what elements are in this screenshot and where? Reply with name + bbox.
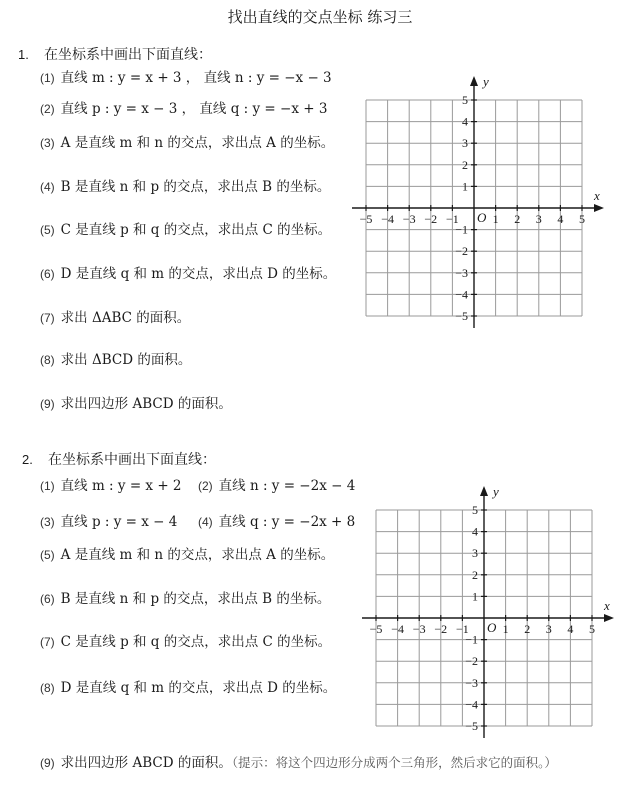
item-text: A 是直线 m 和 n 的交点，求出点 A 的坐标。 [60, 135, 335, 151]
y-tick-label: 4 [462, 114, 468, 129]
x-tick-label: −4 [381, 212, 394, 226]
q1-item [40, 218, 331, 238]
item-text: 求出 ΔBCD 的面积。 [60, 352, 192, 368]
origin-label: O [477, 210, 487, 225]
q2-item [198, 510, 355, 530]
item-number: (1) [40, 71, 55, 85]
q1-item [40, 348, 191, 368]
x-tick-label: −5 [359, 212, 373, 226]
item-number: (3) [40, 136, 55, 150]
x-axis-arrow [604, 614, 614, 622]
x-tick-label: −2 [434, 622, 448, 636]
item-text: 直线 m : y = x + 2 [60, 478, 182, 494]
y-tick-label: −3 [455, 265, 468, 280]
x-tick-label: −5 [369, 622, 383, 636]
q2-item [198, 474, 355, 494]
q1-item [40, 392, 232, 412]
item-text: 求出 ΔABC 的面积。 [60, 310, 191, 326]
item-text: 求出四边形 ABCD 的面积。 [60, 755, 232, 771]
y-tick-label: 1 [472, 589, 478, 604]
item-number: (9) [40, 397, 55, 411]
item-text: 直线 p : y = x − 3 ， 直线 q : y = −x + 3 [60, 101, 328, 117]
item-number: (1) [40, 479, 55, 493]
item-number: (6) [40, 592, 55, 606]
item-text: C 是直线 p 和 q 的交点，求出点 C 的坐标。 [60, 634, 332, 650]
item-number: (8) [40, 353, 55, 367]
x-tick-label: 5 [589, 622, 595, 636]
item-text: B 是直线 n 和 p 的交点，求出点 B 的坐标。 [60, 591, 331, 607]
x-axis-label: x [594, 188, 600, 203]
page-title: 找出直线的交点坐标 练习三 [227, 8, 413, 26]
y-tick-label: 1 [462, 179, 468, 194]
item-number: (4) [198, 515, 213, 529]
x-tick-label: 2 [514, 212, 521, 226]
item-number: (7) [40, 311, 55, 325]
q1-heading [18, 44, 212, 64]
item-text: 直线 n : y = −2x − 4 [218, 478, 356, 494]
q1-item [40, 131, 334, 151]
y-axis-label: y [483, 74, 489, 89]
item-number: (9) [40, 756, 55, 770]
item-number: (6) [40, 267, 55, 281]
item-number: (7) [40, 635, 55, 649]
y-axis-arrow [480, 486, 488, 496]
y-axis-label: y [493, 484, 499, 499]
q2-item [40, 543, 334, 563]
q1-item [40, 306, 190, 326]
q2-item [40, 630, 331, 650]
x-tick-label: 1 [492, 212, 499, 226]
q1-item [40, 175, 330, 195]
y-tick-label: 3 [472, 546, 478, 561]
item-text: 求出四边形 ABCD 的面积。 [60, 396, 232, 412]
x-tick-label: −4 [391, 622, 404, 636]
q1-heading-text: 在坐标系中画出下面直线： [44, 47, 212, 63]
y-tick-label: 2 [462, 157, 468, 172]
x-tick-label: 1 [502, 622, 509, 636]
item-text: 直线 q : y = −2x + 8 [218, 514, 356, 530]
item-text: D 是直线 q 和 m 的交点，求出点 D 的坐标。 [60, 680, 337, 696]
item-text: C 是直线 p 和 q 的交点，求出点 C 的坐标。 [60, 222, 332, 238]
y-tick-label: −2 [455, 244, 468, 259]
item-text: A 是直线 m 和 n 的交点，求出点 A 的坐标。 [60, 547, 335, 563]
y-tick-label: −4 [455, 287, 468, 302]
item-number: (5) [40, 223, 55, 237]
item-number: (2) [198, 479, 213, 493]
item-number: (5) [40, 548, 55, 562]
x-tick-label: 4 [557, 212, 564, 226]
y-tick-label: −3 [465, 675, 478, 690]
coordinate-grid-2 [366, 486, 616, 748]
item-text: D 是直线 q 和 m 的交点，求出点 D 的坐标。 [60, 266, 337, 282]
item-number: (3) [40, 515, 55, 529]
y-tick-label: 5 [472, 503, 478, 517]
x-axis-arrow [594, 204, 604, 212]
q1-number: 1. [18, 47, 29, 62]
x-tick-label: 4 [567, 622, 574, 636]
q2-item [40, 510, 177, 530]
y-tick-label: 3 [462, 136, 468, 151]
item-text: B 是直线 n 和 p 的交点，求出点 B 的坐标。 [60, 179, 331, 195]
x-tick-label: 3 [545, 622, 552, 636]
item-number: (4) [40, 180, 55, 194]
origin-label: O [487, 620, 497, 635]
item-number: (2) [40, 102, 55, 116]
item-text: 直线 m : y = x + 3 ， 直线 n : y = −x − 3 [60, 70, 332, 86]
x-tick-label: 5 [579, 212, 585, 226]
item-text: 直线 p : y = x − 4 [60, 514, 178, 530]
y-tick-label: −5 [455, 309, 468, 323]
x-tick-label: −1 [446, 212, 459, 226]
x-tick-label: −3 [402, 212, 416, 226]
q1-item [40, 66, 332, 86]
x-tick-label: −2 [424, 212, 438, 226]
coordinate-grid-1 [356, 76, 606, 338]
q2-number: 2. [22, 452, 33, 467]
y-axis-arrow [470, 76, 478, 86]
q2-item [40, 751, 557, 771]
y-tick-label: 5 [462, 93, 468, 107]
x-tick-label: −3 [412, 622, 426, 636]
q1-item [40, 97, 327, 117]
q2-item [40, 474, 182, 494]
y-tick-label: −1 [455, 222, 468, 237]
y-tick-label: 4 [472, 524, 478, 539]
hint-text: （提示：将这个四边形分成两个三角形，然后求它的面积。） [231, 755, 557, 770]
item-number: (8) [40, 681, 55, 695]
x-axis-label: x [604, 598, 610, 613]
y-tick-label: −5 [465, 719, 478, 733]
x-tick-label: 2 [524, 622, 531, 636]
y-tick-label: −2 [465, 654, 478, 669]
q2-heading-text: 在坐标系中画出下面直线： [48, 452, 216, 468]
x-tick-label: −1 [456, 622, 469, 636]
q2-item [40, 676, 336, 696]
q1-item [40, 262, 336, 282]
y-tick-label: −1 [465, 632, 478, 647]
q2-heading [22, 449, 216, 469]
x-tick-label: 3 [535, 212, 542, 226]
y-tick-label: 2 [472, 567, 478, 582]
y-tick-label: −4 [465, 697, 478, 712]
q2-item [40, 587, 330, 607]
